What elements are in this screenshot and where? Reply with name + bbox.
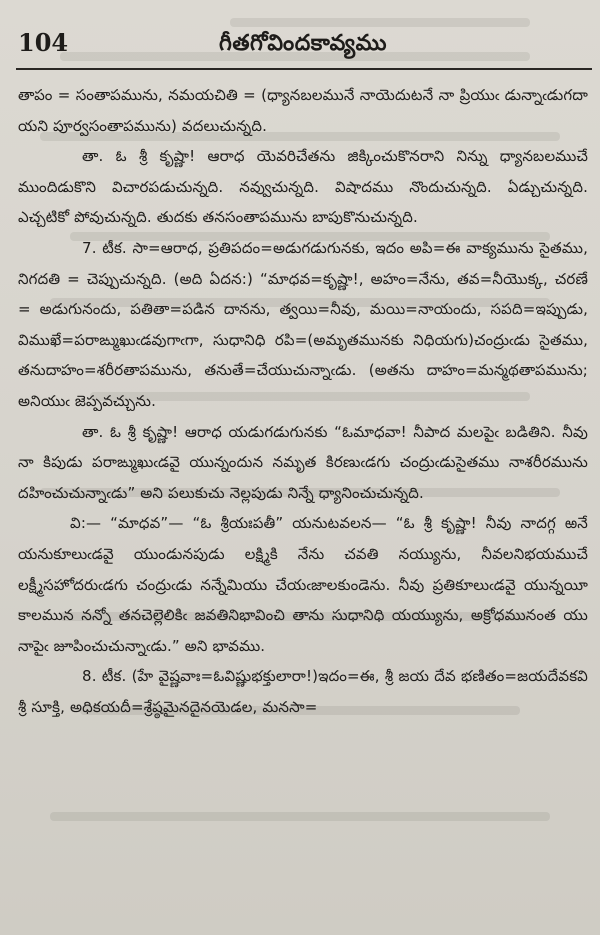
running-head-title: గీతగోవిందకావ్యము [219,31,387,56]
paragraph-tatparya-2: తా. ఓ శ్రీ కృష్ణా! ఆరాధ యడుగడుగునకు “ఓమాధవా! నీపాద మలపైఁ బడితిని. నీవు నా కిపుడు పరాఙ్ముఖుఁడవై యున్నందున నమృత కిరణుఁడగు చంద్రుఁడుసైతము నాశరీరమును దహించుచున్నాఁడు” అని పలుకుచు నెల్లపుడు నిన్నే ధ్యానించుచున్నది. [18,422,588,502]
paragraph-vivarana: వి:— “మాధవ”— “ఓ శ్రీయఃపతీ” యనుటవలన— “ఓ శ్రీ కృష్ణా! నీవు నాదగ్గ ఱనే యనుకూలుఁడవై యుండునపుడు లక్ష్మికి నేను చవతి నయ్యును, నీవలనిభయముచే లక్ష్మీసహోదరుఁడగు చంద్రుఁడు నన్నేమియు చేయఁజాలకుండెను. నీవు ప్రతికూలుఁడవై యున్నయీ కాలమున నన్నో తనచెల్లెలికిఁ జవతినిభావించి తాను సుధానిధి యయ్యును, అక్రోధమునంత యు నాపైఁ జూపించుచున్నాఁడు.” అని భావము. [18,514,588,655]
body-text [18,80,588,722]
paragraph-tapam: తాపం = సంతాపమును, నమయచితి = (ధ్యానబలమునే నాయెదుటనే నా ప్రియుఁ డున్నాఁడుగదా యని పూర్వసంతాపమును) వదలుచున్నది. [18,86,588,135]
page-number: 104 [18,28,69,57]
paragraph-tatparya-1: తా. ఓ శ్రీ కృష్ణా! ఆరాధ యెవరిచేతను జిక్కించుకొనరాని నిన్ను ధ్యానబలముచే ముందిడుకొని విచారపడుచున్నది. నవ్వుచున్నది. విషాదము నొందుచున్నది. ఏడ్చుచున్నది. ఎచ్చటికో పోవుచున్నది. తుదకు తనసంతాపమును బాపుకొనుచున్నది. [18,147,588,227]
paragraph-tika-8: 8. టీక. (హే వైష్ణవాః=ఓవిష్ణుభక్తులారా!)ఇదం=ఈ, శ్రీ జయ దేవ భణితం=జయదేవకవి శ్రీ సూక్తి, అధికయదీ=శ్రేష్ఠమైనదైనయెడల, మనసా= [18,667,588,716]
header-rule [16,68,592,70]
page-header [18,28,588,64]
paragraph-tika-7: 7. టీక. సా=ఆరాధ, ప్రతిపదం=అడుగడుగునకు, ఇదం అపి=ఈ వాక్యమును సైతము, నిగదతి = చెప్పుచున్నది. (అది ఏదన:) “మాధవ=కృష్ణా!, అహం=నేను, తవ=నీయొక్క, చరణే = అడుగునందు, పతితా=పడిన దానను, త్వయి=నీవు, మయి=నాయందు, సపది=ఇప్పుడు, విముఖే=పరాఙ్ముఖుఁడవుగాఁగా, సుధానిధి రపి=(అమృతమునకు నిధియగు)చంద్రుఁడు సైతము, తనుదాహం=శరీరతాపమును, తనుతే=చేయుచున్నాఁడు. (అతను దాహం=మన్మథతాపమును; అనియుఁ జెప్పవచ్చును. [18,238,588,410]
